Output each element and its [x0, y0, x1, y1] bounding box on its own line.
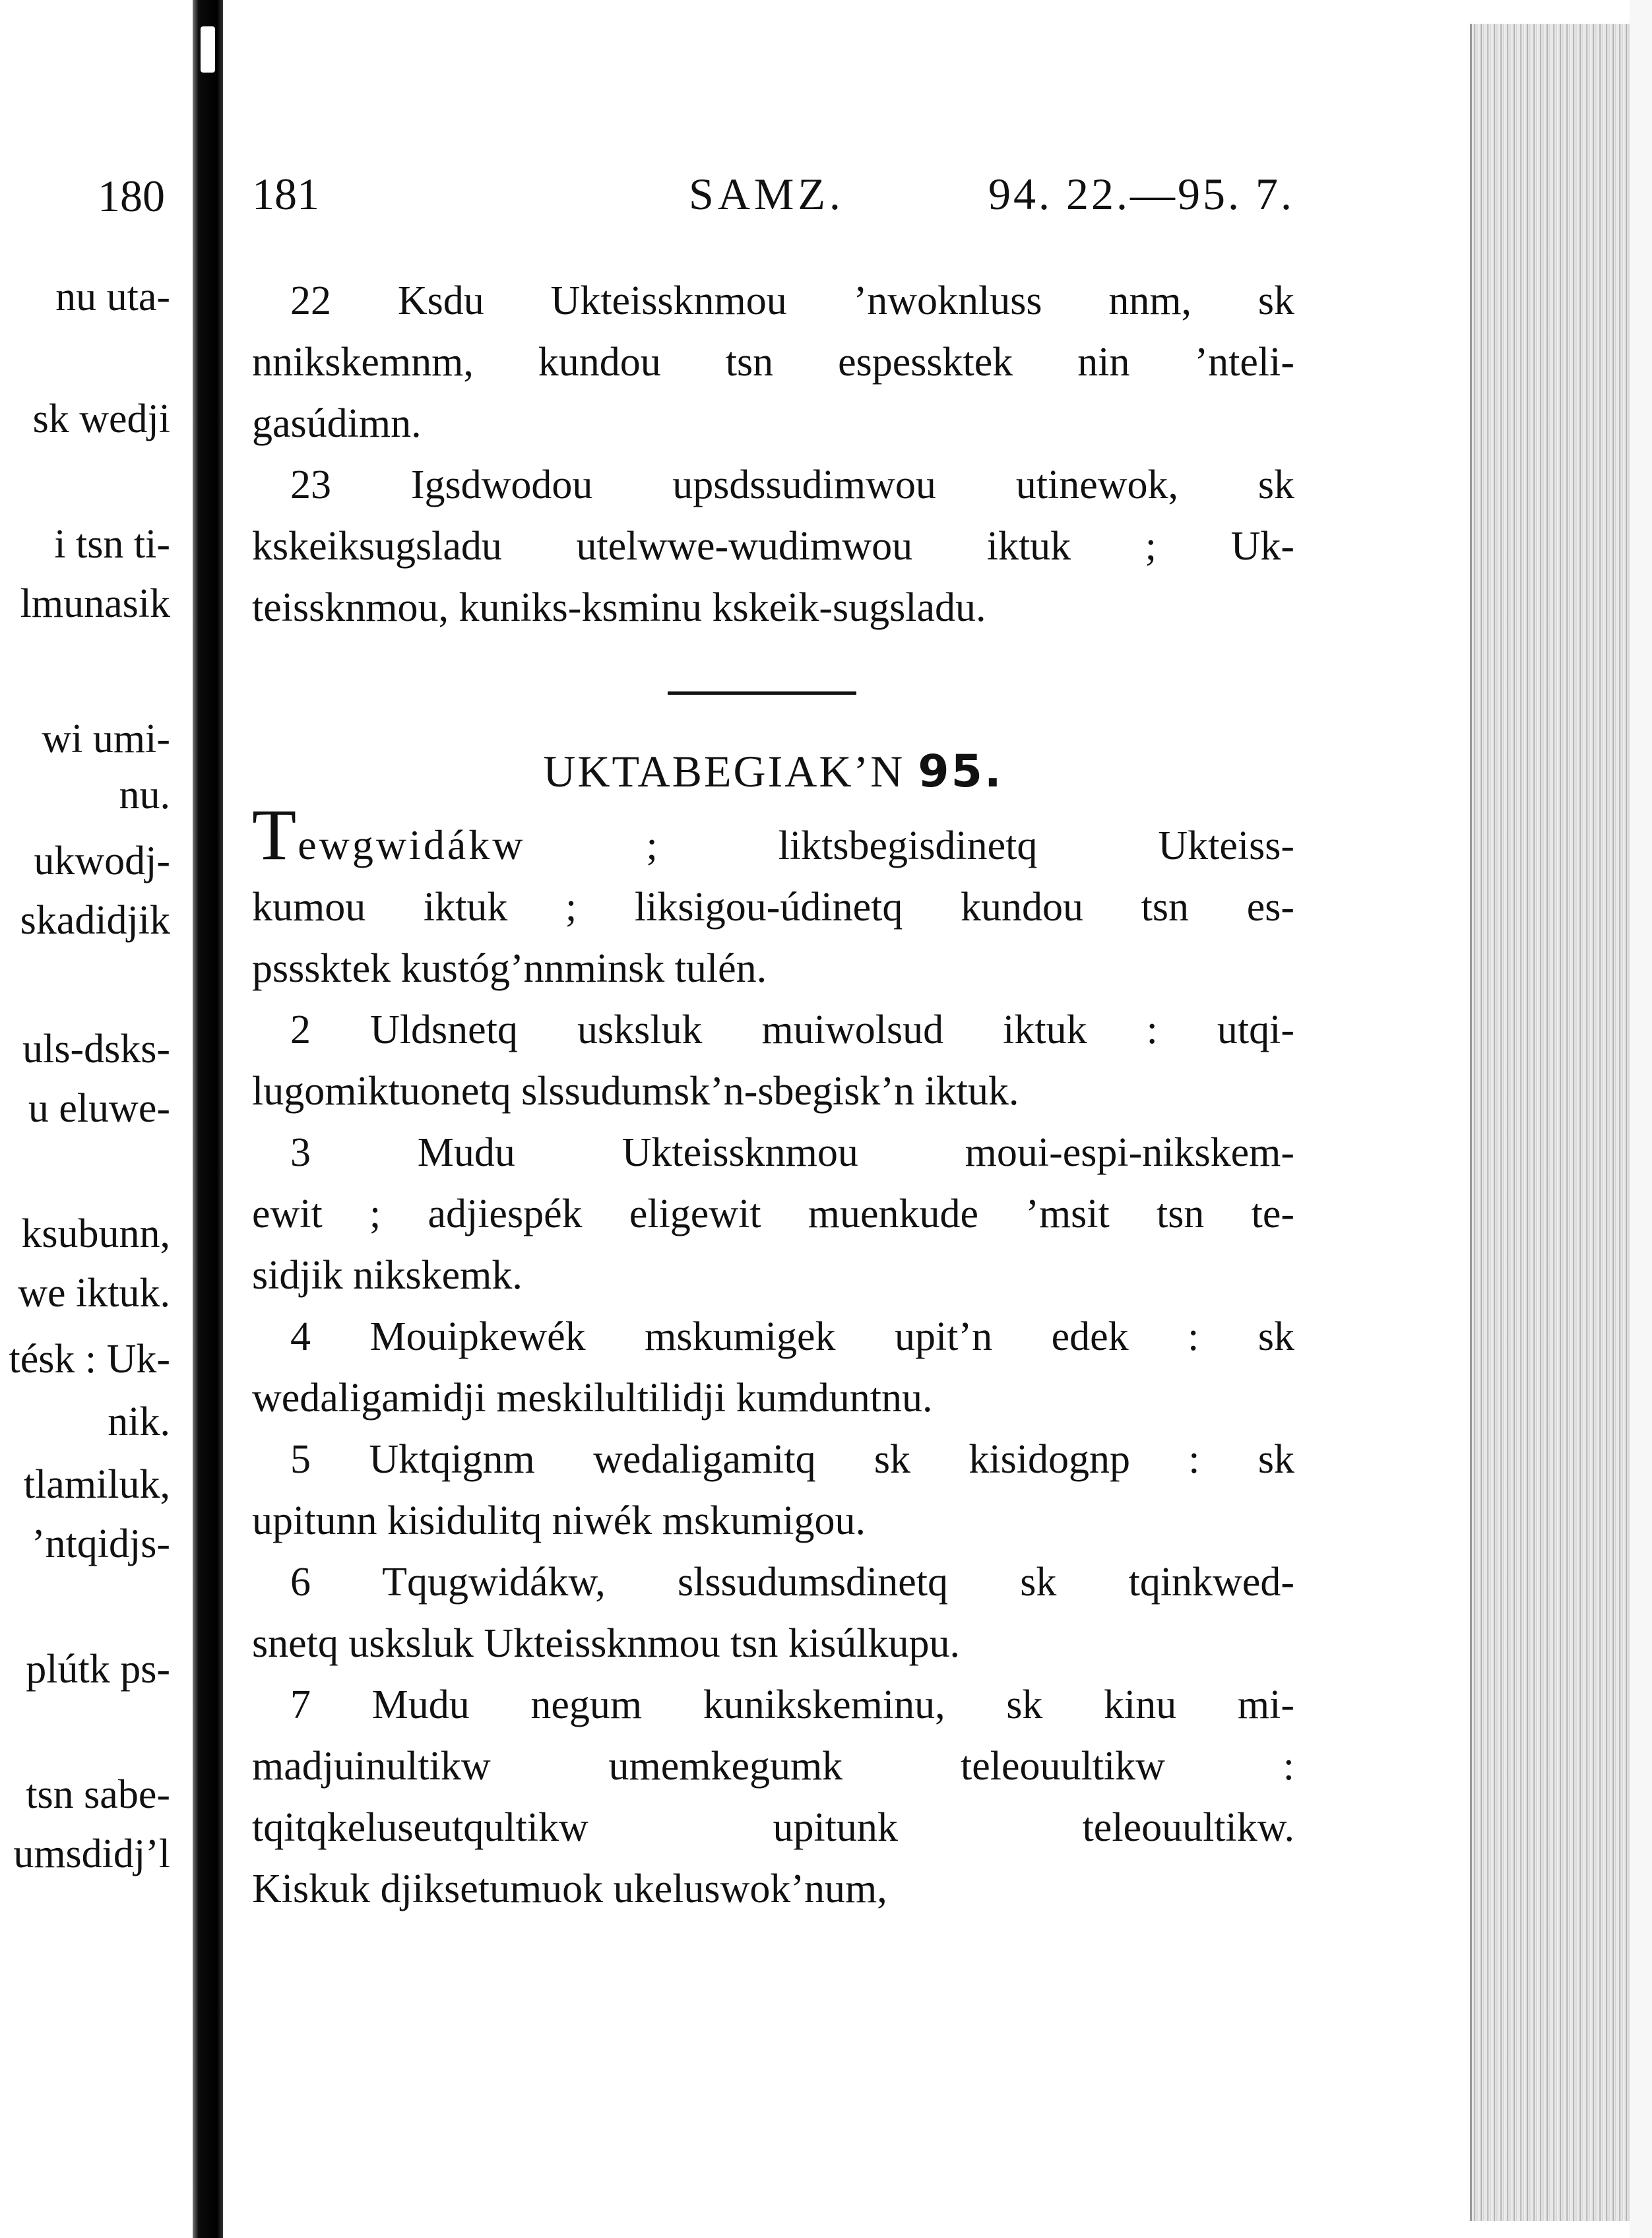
left-line: skadidjik — [20, 898, 170, 943]
psalm-heading — [252, 746, 1294, 798]
book-gutter — [193, 0, 223, 2238]
verse-line: 4 Mouipkewék mskumigek upit’n edek : sk — [290, 1314, 1294, 1359]
left-line: lmunasik — [20, 581, 170, 626]
verse-line: 2 Uldsnetq usksluk muiwolsud iktuk : utqi- — [290, 1007, 1294, 1052]
verse-line: Kiskuk djiksetumuok ukeluswok’num, — [252, 1867, 887, 1911]
psalm-number: 95. — [918, 746, 1003, 798]
opening-line — [252, 794, 1294, 877]
left-line: ksubunn, — [21, 1211, 170, 1256]
left-line: plútk ps- — [26, 1647, 170, 1692]
verse-line: 6 Tqugwidákw, slssudumsdinetq sk tqinkwed- — [290, 1560, 1294, 1605]
left-line: nik. — [108, 1399, 170, 1444]
book-title: SAMZ. — [689, 169, 844, 219]
edge-margin — [1630, 0, 1652, 2238]
verse-line: 5 Uktqignm wedaligamitq sk kisidognp : sk — [290, 1437, 1294, 1482]
running-head — [252, 168, 1294, 228]
psalm94-verses — [252, 271, 1294, 639]
verse-line: tqitqkeluseutqultikw upitunk teleouultikw. — [252, 1805, 1294, 1850]
verse-line: sidjik nikskemk. — [252, 1253, 523, 1298]
verse-line: teissknmou, kuniks-ksminu kskeik-sugsladu. — [252, 585, 986, 630]
page-number: 181 — [252, 169, 319, 219]
verse-line: ewit ; adjiespék eligewit muenkude ’msit tsn te- — [252, 1192, 1294, 1236]
left-page-number: 180 — [98, 171, 165, 221]
left-line: tésk : Uk- — [9, 1337, 170, 1382]
left-line: umsdidj’l — [13, 1832, 170, 1876]
left-line: wi umi- — [42, 717, 170, 761]
verse-line: snetq usksluk Ukteissknmou tsn kisúlkupu. — [252, 1621, 961, 1666]
verse-line: kskeiksugsladu utelwwe-wudimwou iktuk ; Uk- — [252, 524, 1294, 569]
verse-line: lugomiktuonetq slssudumsk’n-sbegisk’n iktuk. — [252, 1069, 1019, 1114]
left-line: ukwodj- — [34, 839, 170, 883]
verse-line: psssktek kustóg’nnminsk tulén. — [252, 946, 767, 991]
verse-line: madjuinultikw umemkegumk teleouultikw : — [252, 1744, 1294, 1789]
verse-line: 3 Mudu Ukteissknmou moui-espi-nikskem- — [290, 1130, 1294, 1175]
gutter-highlight — [201, 26, 215, 73]
page-edges — [1470, 24, 1652, 2221]
verse-line: upitunn kisidulitq niwék mskumigou. — [252, 1498, 866, 1543]
verse-line: kumou iktuk ; liksigou-údinetq kundou tsn es- — [252, 885, 1294, 930]
psalm-heading-text: UKTABEGIAK’N — [543, 746, 905, 796]
left-line: tlamiluk, — [23, 1462, 170, 1507]
verse-line: nnikskemnm, kundou tsn espessktek nin ’nteli- — [252, 340, 1294, 385]
left-line: nu. — [119, 773, 170, 817]
opening-capital: T — [252, 794, 298, 875]
verse-line: wedaligamidji meskilultilidji kumduntnu. — [252, 1376, 933, 1421]
left-line: sk wedji — [32, 397, 170, 441]
verse-line: 22 Ksdu Ukteissknmou ’nwoknluss nnm, sk — [290, 278, 1294, 323]
left-page-fragment — [0, 0, 193, 2238]
chapter-verse-reference: 94. 22.—95. 7. — [988, 169, 1294, 219]
opening-smallcaps: ewgwidákw — [298, 821, 526, 868]
left-line: we iktuk. — [18, 1271, 170, 1316]
psalm95-verses — [252, 794, 1294, 1920]
left-line: u eluwe- — [28, 1086, 170, 1131]
left-line: uls-dsks- — [22, 1027, 170, 1071]
verse-line: 7 Mudu negum kunikskeminu, sk kinu mi- — [290, 1682, 1294, 1727]
verse-line: 23 Igsdwodou upsdssudimwou utinewok, sk — [290, 463, 1294, 507]
verse-line: gasúdimn. — [252, 401, 422, 446]
section-rule — [668, 691, 856, 695]
opening-line-rest: ; liktsbegisdinetq Ukteiss- — [525, 823, 1294, 868]
left-line: nu uta- — [55, 274, 170, 319]
left-line: ’ntqidjs- — [31, 1521, 170, 1566]
left-line: i tsn ti- — [54, 522, 170, 567]
left-line: tsn sabe- — [26, 1772, 170, 1817]
